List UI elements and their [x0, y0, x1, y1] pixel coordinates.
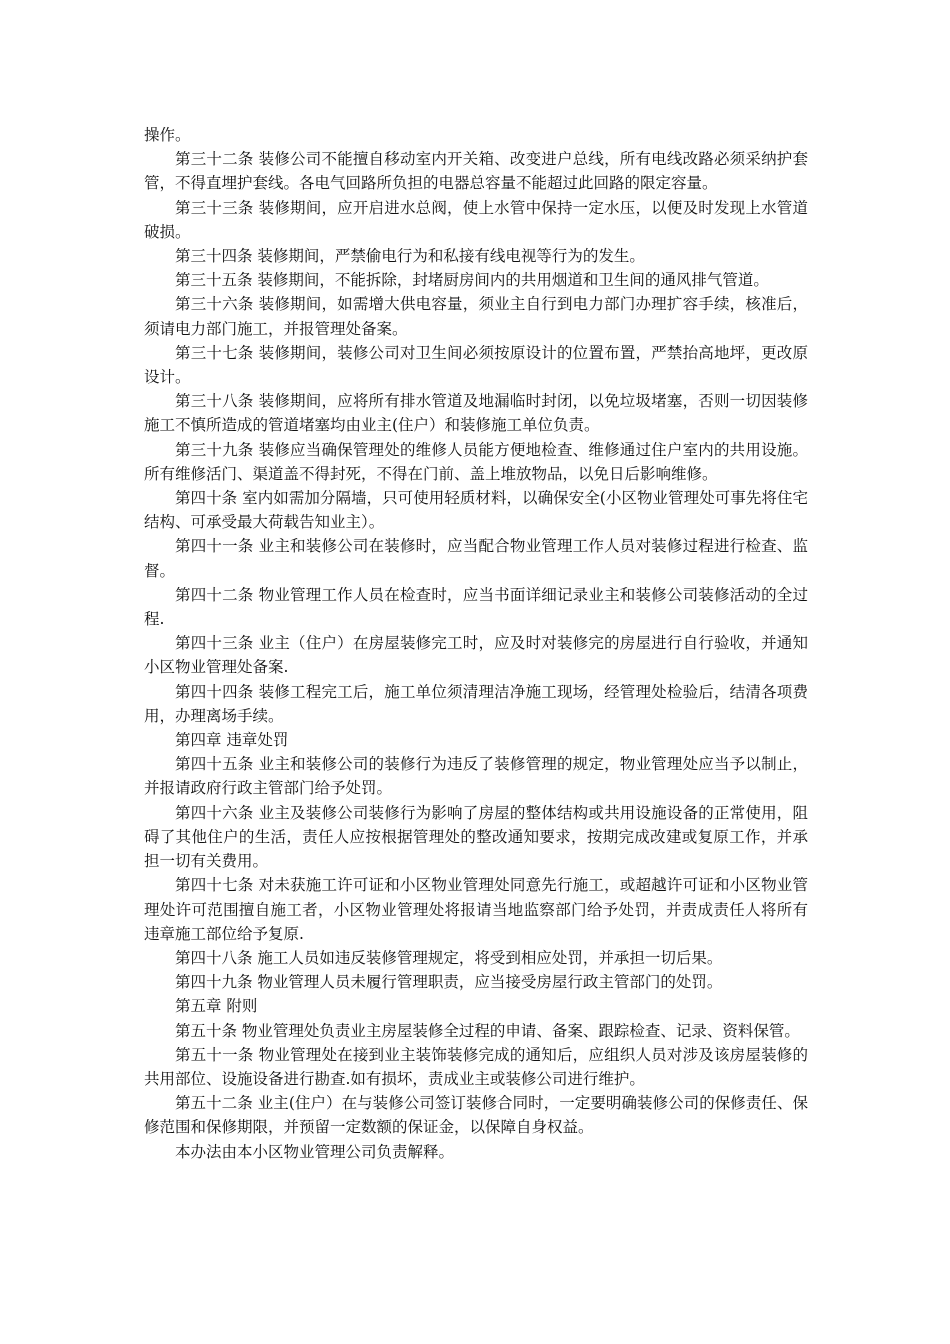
- chapter-4-heading: 第四章 违章处罚: [175, 731, 289, 750]
- article-40: 第四十条 室内如需加分隔墙，只可使用轻质材料，以确保安全(小区物业管理处可事先将住宅结构、可承受最大荷载告知业主）。: [144, 489, 808, 532]
- article-42: 第四十二条 物业管理工作人员在检查时，应当书面详细记录业主和装修公司装修活动的全过程.: [144, 585, 808, 629]
- article-48: 第四十八条 施工人员如违反装修管理规定，将受到相应处罚，并承担一切后果。: [175, 948, 723, 967]
- article-44: 第四十四条 装修工程完工后，施工单位须清理洁净施工现场，经管理处检验后，结清各项费用，办理离场手续。: [144, 682, 808, 725]
- article-34: 第三十四条 装修期间，严禁偷电行为和私接有线电视等行为的发生。: [175, 247, 645, 266]
- article-50: 第五十条 物业管理处负责业主房屋装修全过程的申请、备案、跟踪检查、记录、资料保管。: [175, 1021, 800, 1040]
- article-52: 第五十二条 业主(住户）在与装修公司签订装修合同时，一定要明确装修公司的保修责任、保修范围和保修期限，并预留一定数额的保证金，以保障自身权益。: [144, 1094, 808, 1137]
- article-43: 第四十三条 业主（住户）在房屋装修完工时，应及时对装修完的房屋进行自行验收，并通知小区物业管理处备案.: [144, 634, 808, 677]
- article-46: 第四十六条 业主及装修公司装修行为影响了房屋的整体结构或共用设施设备的正常使用，阻碍了其他住户的生活，责任人应按根据管理处的整改通知要求，按期完成改建或复原工作，并承担一切有关费用。: [144, 803, 808, 871]
- article-36: 第三十六条 装修期间，如需增大供电容量，须业主自行到电力部门办理扩容手续，核准后，须请电力部门施工，并报管理处备案。: [144, 295, 808, 338]
- article-39: 第三十九条 装修应当确保管理处的维修人员能方便地检查、维修通过住户室内的共用设施。所有维修活门、渠道盖不得封死，不得在门前、盖上堆放物品，以免日后影响维修。: [144, 440, 808, 483]
- chapter-5-heading: 第五章 附则: [175, 997, 258, 1016]
- article-33: 第三十三条 装修期间，应开启进水总阀，使上水管中保持一定水压，以便及时发现上水管道破损。: [144, 198, 808, 241]
- article-45: 第四十五条 业主和装修公司的装修行为违反了装修管理的规定，物业管理处应当予以制止，并报请政府行政主管部门给予处罚。: [144, 755, 808, 798]
- closing-statement: 本办法由本小区物业管理公司负责解释。: [175, 1142, 455, 1161]
- article-51: 第五十一条 物业管理处在接到业主装饰装修完成的通知后，应组织人员对涉及该房屋装修的共用部位、设施设备进行勘查.如有损坏，责成业主或装修公司进行维护。: [144, 1045, 808, 1088]
- article-32: 第三十二条 装修公司不能擅自移动室内开关箱、改变进户总线，所有电线改路必须采纳护套管，不得直埋护套线。各电气回路所负担的电器总容量不能超过此回路的限定容量。: [144, 150, 808, 193]
- article-35: 第三十五条 装修期间，不能拆除，封堵厨房间内的共用烟道和卫生间的通风排气管道。: [175, 271, 769, 290]
- article-47: 第四十七条 对未获施工许可证和小区物业管理处同意先行施工，或超越许可证和小区物业管理处许可范围擅自施工者，小区物业管理处将报请当地监察部门给予处罚，并责成责任人将所有违章施工部位给予复原.: [144, 876, 808, 943]
- article-38: 第三十八条 装修期间，应将所有排水管道及地漏临时封闭，以免垃圾堵塞，否则一切因装修施工不慎所造成的管道堵塞均由业主(住户）和装修施工单位负责。: [144, 392, 808, 435]
- paragraph: 操作。: [144, 126, 191, 144]
- article-41: 第四十一条 业主和装修公司在装修时，应当配合物业管理工作人员对装修过程进行检查、监督。: [144, 537, 808, 580]
- article-37: 第三十七条 装修期间，装修公司对卫生间必须按原设计的位置布置，严禁抬高地坪，更改原设计。: [144, 343, 808, 387]
- document-body: [144, 123, 808, 1164]
- article-49: 第四十九条 物业管理人员未履行管理职责，应当接受房屋行政主管部门的处罚。: [175, 973, 723, 992]
